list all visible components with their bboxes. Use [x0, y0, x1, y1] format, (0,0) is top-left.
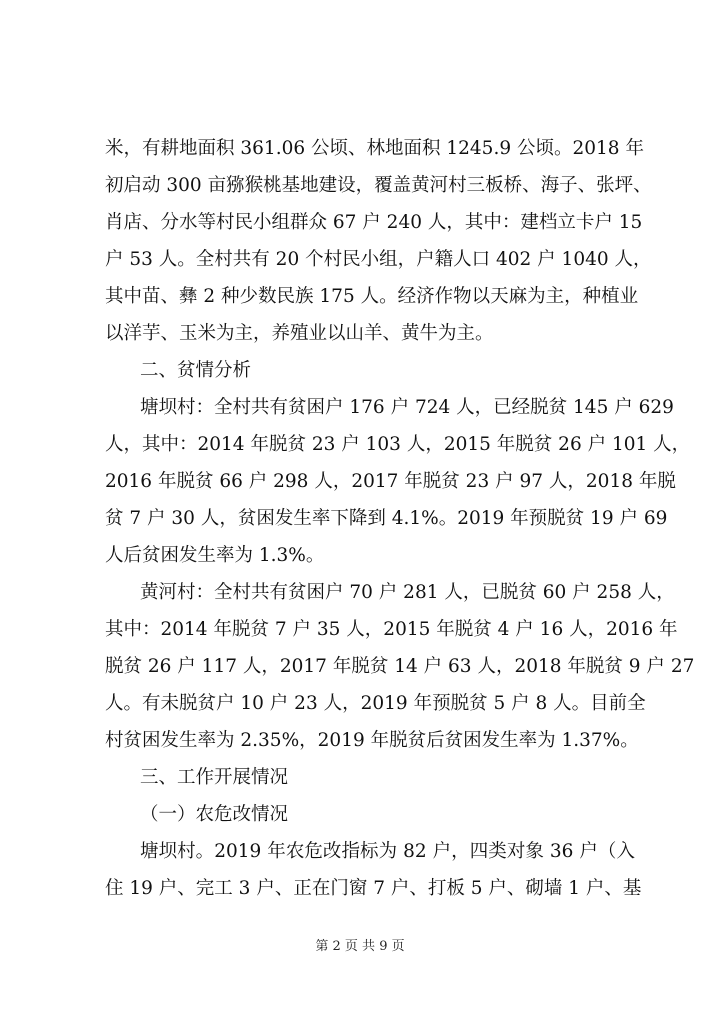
- paragraph-line: 肖店、分水等村民小组群众 67 户 240 人，其中：建档立卡户 15: [105, 212, 643, 233]
- paragraph-line: 户 53 人。全村共有 20 个村民小组，户籍人口 402 户 1040 人，: [105, 249, 652, 270]
- paragraph-line: 贫 7 户 30 人，贫困发生率下降到 4.1%。2019 年预脱贫 19 户 69: [105, 508, 668, 529]
- paragraph-line: 村贫困发生率为 2.35%，2019 年脱贫后贫困发生率为 1.37%。: [105, 730, 639, 751]
- section-heading: 二、贫情分析: [140, 360, 252, 381]
- paragraph-line: 以洋芋、玉米为主，养殖业以山羊、黄牛为主。: [105, 323, 494, 344]
- paragraph-line: 脱贫 26 户 117 人，2017 年脱贫 14 户 63 人，2018 年脱贫 9 户 27: [105, 656, 695, 677]
- subsection-heading: （一）农危改情况: [140, 804, 289, 825]
- section-heading: 三、工作开展情况: [140, 767, 289, 788]
- paragraph-line: 塘坝村：全村共有贫困户 176 户 724 人，已经脱贫 145 户 629: [140, 397, 674, 418]
- paragraph-line: 初启动 300 亩猕猴桃基地建设，覆盖黄河村三板桥、海子、张坪、: [105, 175, 652, 196]
- paragraph-line: 其中：2014 年脱贫 7 户 35 人，2015 年脱贫 4 户 16 人，2016 年: [105, 619, 678, 640]
- paragraph-line: 住 19 户、完工 3 户、正在门窗 7 户、打板 5 户、砌墙 1 户、基: [105, 878, 642, 899]
- paragraph-line: 其中苗、彝 2 种少数民族 175 人。经济作物以天麻为主，种植业: [105, 286, 639, 307]
- paragraph-line: 黄河村：全村共有贫困户 70 户 281 人，已脱贫 60 户 258 人，: [140, 582, 675, 603]
- paragraph-line: 人后贫困发生率为 1.3%。: [105, 545, 325, 566]
- paragraph-line: 塘坝村。2019 年农危改指标为 82 户，四类对象 36 户（入: [140, 841, 635, 862]
- paragraph-line: 人，其中：2014 年脱贫 23 户 103 人，2015 年脱贫 26 户 101 人，: [105, 434, 691, 455]
- page-footer: 第 2 页 共 9 页: [315, 939, 405, 954]
- paragraph-line: 人。有未脱贫户 10 户 23 人，2019 年预脱贫 5 户 8 人。目前全: [105, 693, 646, 714]
- paragraph-line: 2016 年脱贫 66 户 298 人，2017 年脱贫 23 户 97 人，2018 年脱: [105, 471, 676, 492]
- paragraph-line: 米，有耕地面积 361.06 公顷、林地面积 1245.9 公顷。2018 年: [105, 138, 644, 159]
